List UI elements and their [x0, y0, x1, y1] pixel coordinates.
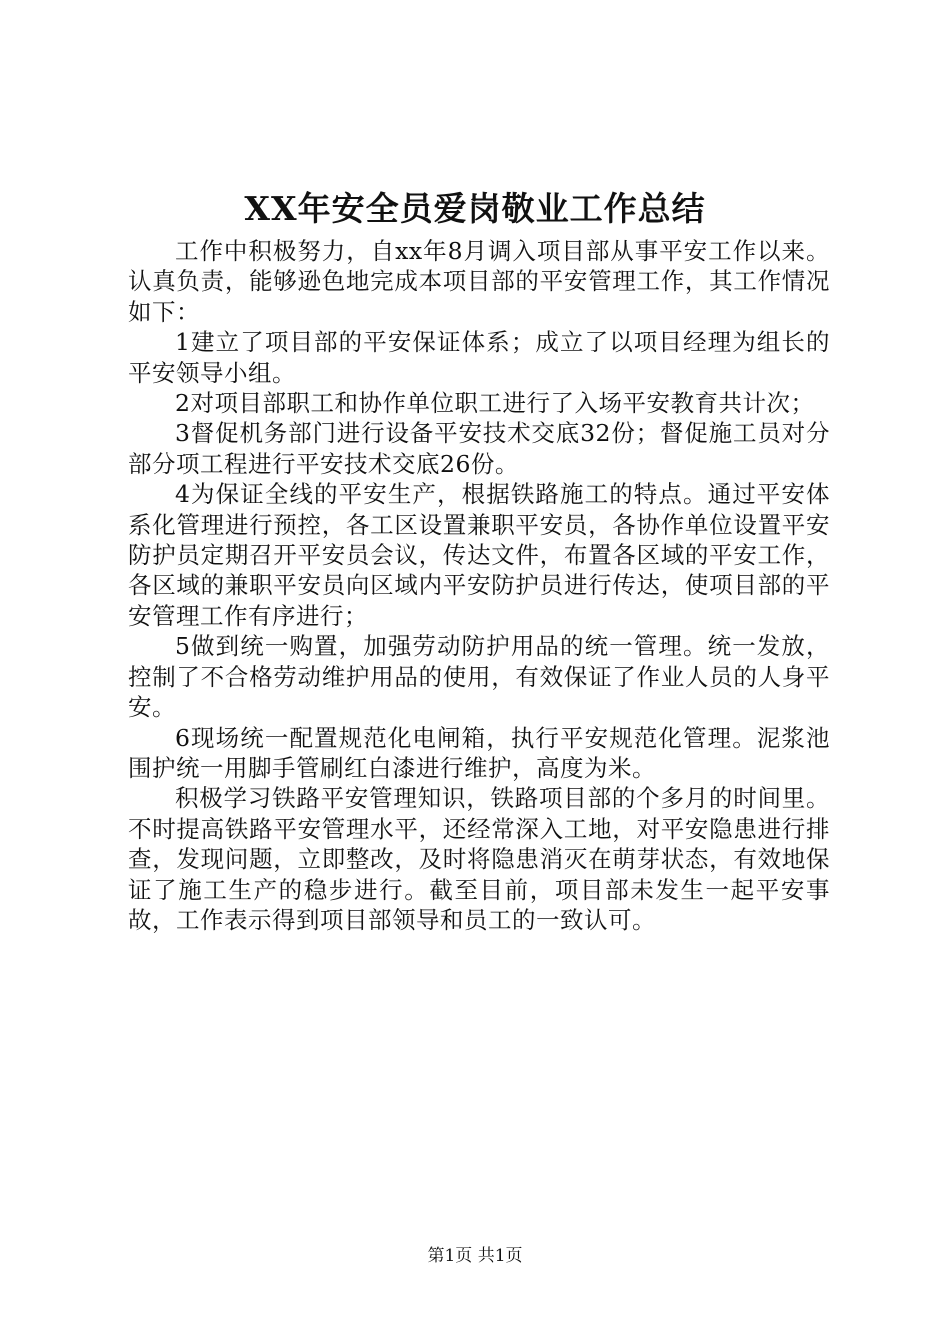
document-title: XX年安全员爱岗敬业工作总结: [244, 189, 706, 228]
paragraph-item-3: 3督促机务部门进行设备平安技术交底32份；督促施工员对分部分项工程进行平安技术交底26份。: [128, 419, 830, 478]
paragraph-item-5: 5做到统一购置，加强劳动防护用品的统一管理。统一发放，控制了不合格劳动维护用品的使用，有效保证了作业人员的人身平安。: [128, 632, 830, 722]
paragraph-item-2: 2对项目部职工和协作单位职工进行了入场平安教育共计次；: [175, 389, 815, 418]
paragraph-item-6: 6现场统一配置规范化电闸箱，执行平安规范化管理。泥浆池围护统一用脚手管刷红白漆进行维护，高度为米。: [128, 723, 830, 782]
paragraph-conclusion: 积极学习铁路平安管理知识，铁路项目部的个多月的时间里。不时提高铁路平安管理水平，还经常深入工地，对平安隐患进行排查，发现问题，立即整改，及时将隐患消灭在萌芽状态，有效地保证了施工生产的稳步进行。截至目前，项目部未发生一起平安事故，工作表示得到项目部领导和员工的一致认可。: [128, 784, 830, 934]
paragraph-intro: 工作中积极努力，自xx年8月调入项目部从事平安工作以来。认真负责，能够逊色地完成本项目部的平安管理工作，其工作情况如下：: [128, 237, 830, 326]
paragraph-item-4: 4为保证全线的平安生产，根据铁路施工的特点。通过平安体系化管理进行预控，各工区设置兼职平安员，各协作单位设置平安防护员定期召开平安员会议，传达文件，布置各区域的平安工作，各区域的兼职平安员向区域内平安防护员进行传达，使项目部的平安管理工作有序进行；: [128, 480, 830, 630]
page-footer: 第1页 共1页: [427, 1246, 523, 1266]
paragraph-item-1: 1建立了项目部的平安保证体系；成立了以项目经理为组长的平安领导小组。: [128, 328, 830, 387]
document-body: [128, 236, 830, 935]
